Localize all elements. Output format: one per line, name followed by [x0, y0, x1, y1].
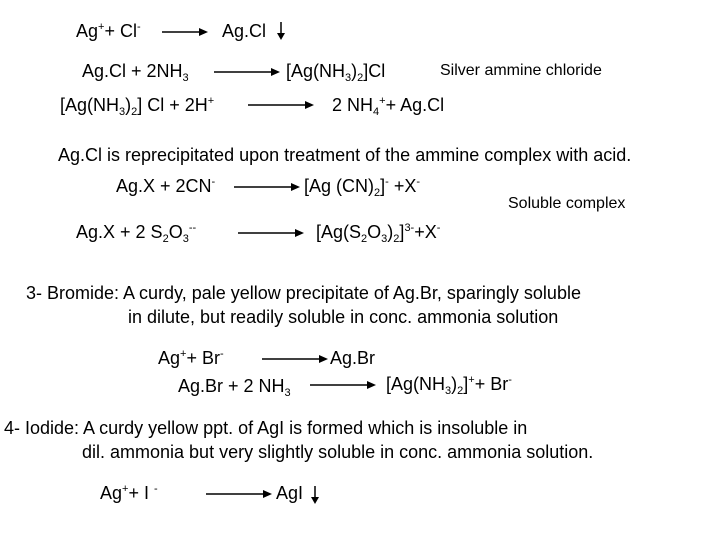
iodide-description-line-2: dil. ammonia but very slightly soluble in conc. ammonia solution.: [82, 442, 594, 462]
reaction-3-products: 2 $NH_4^++ Ag.Cl$: [332, 95, 445, 118]
bromide-reaction-2-products: $[Ag(NH_3)_2]^++ Br^-$: [386, 374, 512, 397]
reaction-4-arrow: [234, 182, 300, 192]
silver-ammine-chloride-note: Silver ammine chloride: [440, 62, 602, 79]
reaction-1-product: Ag.Cl: [222, 21, 267, 41]
reaction-3-reactants: $[Ag(NH_3)_2] Cl + 2H^+$: [60, 95, 215, 118]
reaction-4-products: [Ag $(CN)_2]^- +X^-$: [304, 176, 421, 199]
reaction-5-reactants: Ag.X + 2 $S_2O_3^{--}$: [76, 222, 197, 245]
bromide-reaction-2-reactants: Ag.Br + 2 $NH_3$: [178, 376, 291, 399]
precipitate-down-arrow-icon: [310, 486, 320, 504]
reprecipitation-statement: Ag.Cl is reprecipitated upon treatment of the ammine complex with acid.: [58, 145, 632, 165]
reaction-3-arrow: [248, 100, 314, 110]
iodide-reaction-product: AgI: [276, 483, 304, 503]
precipitate-down-arrow-icon: [276, 22, 286, 40]
reaction-5-products: $[Ag(S_2O_3)_2]^{3-}+X^-$: [316, 222, 441, 245]
iodide-reaction-reactants: Ag++ I -: [100, 483, 158, 503]
soluble-complex-note: Soluble complex: [508, 195, 626, 212]
bromide-reaction-1-arrow: [262, 354, 328, 364]
bromide-description-line-1: 3- Bromide: A curdy, pale yellow precipitate of Ag.Br, sparingly soluble: [26, 283, 581, 303]
reaction-5-arrow: [238, 228, 304, 238]
bromide-reaction-1-reactants: Ag++ Br-: [158, 348, 224, 368]
reaction-1-reactants: Ag++ Cl-: [76, 21, 141, 41]
reaction-2-arrow: [214, 67, 280, 77]
bromide-reaction-1-product: Ag.Br: [330, 348, 376, 368]
bromide-description-line-2: in dilute, but readily soluble in conc. ammonia solution: [128, 307, 559, 327]
bromide-reaction-2-arrow: [310, 380, 376, 390]
reaction-2-product: $[Ag(NH_3)_2]Cl$: [286, 61, 386, 84]
iodide-description-line-1: 4- Iodide: A curdy yellow ppt. of AgI is formed which is insoluble in: [4, 418, 528, 438]
iodide-reaction-arrow: [206, 489, 272, 499]
reaction-1-arrow: [162, 27, 208, 37]
reaction-4-reactants: Ag.X + 2CN-: [116, 176, 216, 196]
reaction-2-reactants: $Ag.Cl + 2NH_3$: [82, 61, 189, 84]
